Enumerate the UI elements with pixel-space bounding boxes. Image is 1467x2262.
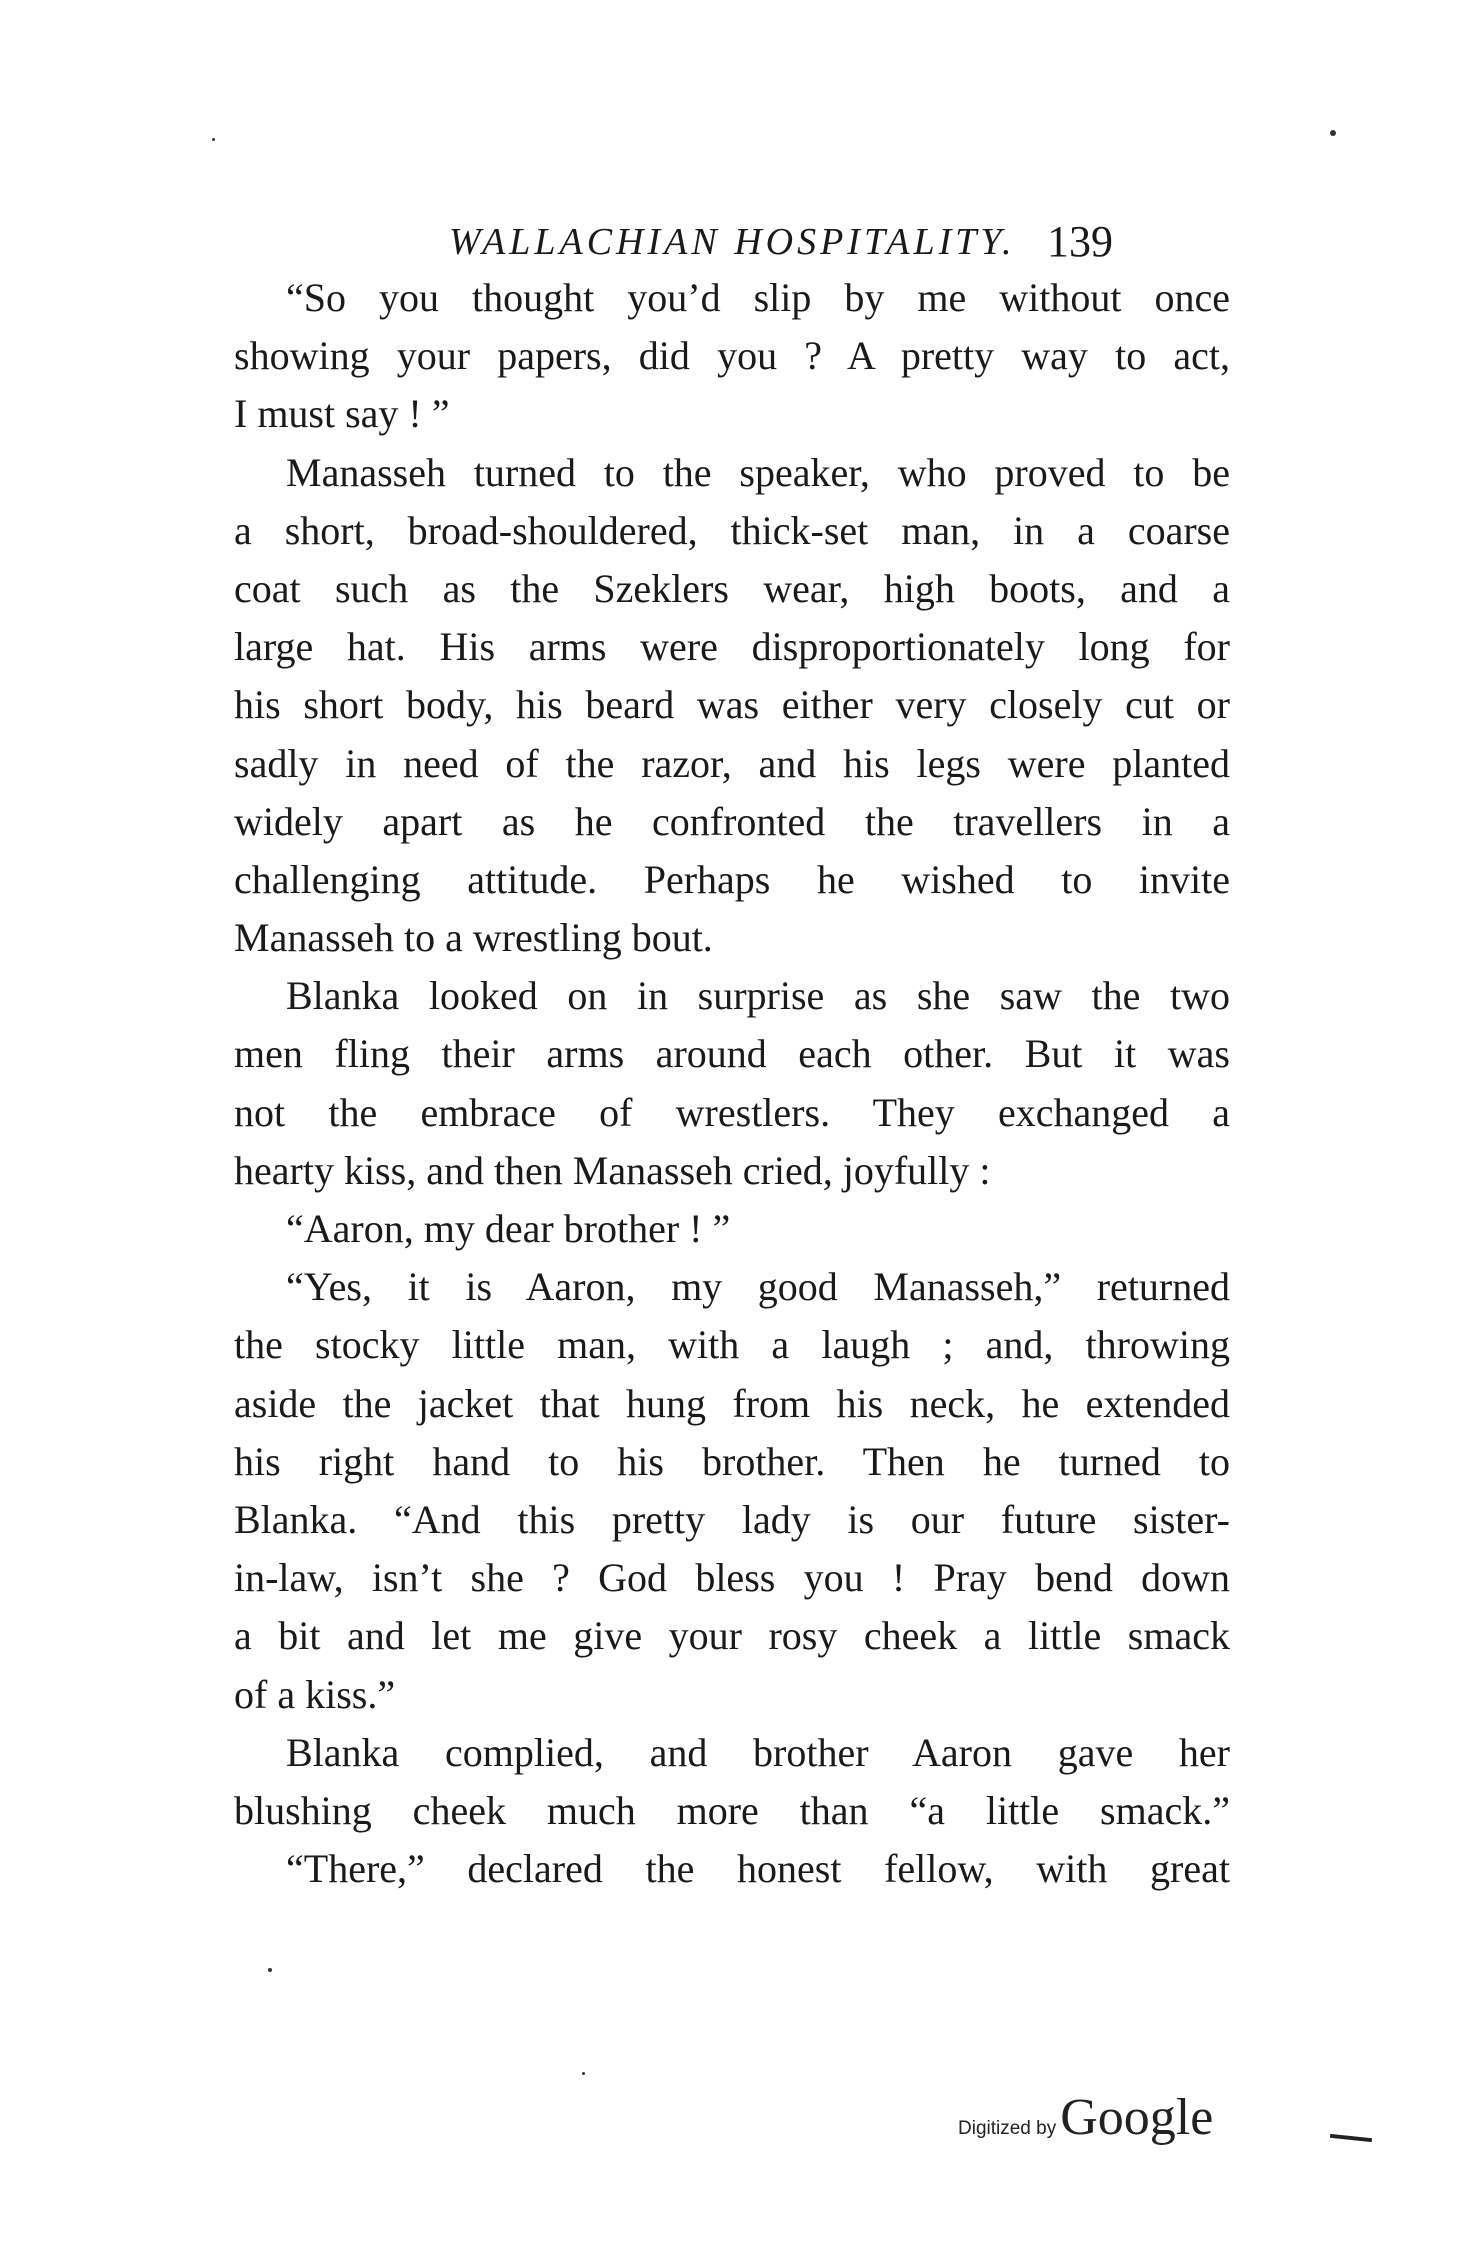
- text-line: in-law, isn’t she ? God bless you ! Pray bend down: [234, 1555, 1230, 1601]
- text-line: “There,” declared the honest fellow, with great: [286, 1846, 1230, 1892]
- text-line: his short body, his beard was either very closely cut or: [234, 682, 1230, 728]
- text-line: Blanka complied, and brother Aaron gave her: [286, 1729, 1230, 1775]
- ink-speck: [212, 138, 215, 141]
- text-line: blushing cheek much more than “a little smack.”: [234, 1787, 1230, 1833]
- ink-speck: [268, 1968, 272, 1972]
- text-line: Blanka. “And this pretty lady is our future sister-: [234, 1496, 1230, 1542]
- text-line: challenging attitude. Perhaps he wished to invite: [234, 856, 1230, 902]
- text-line: widely apart as he confronted the travellers in a: [234, 798, 1230, 844]
- text-line: a short, broad-shouldered, thick-set man, in a coarse: [234, 507, 1230, 553]
- text-line: not the embrace of wrestlers. They exchanged a: [234, 1089, 1230, 1135]
- page-number: 139: [1047, 217, 1113, 266]
- text-line: “Aaron, my dear brother ! ”: [286, 1206, 731, 1251]
- text-line: Manasseh to a wrestling bout.: [234, 915, 713, 961]
- text-line: “So you thought you’d slip by me without once: [286, 275, 1230, 320]
- ink-dash-mark: [1330, 2134, 1372, 2142]
- google-logo: Google: [1060, 2089, 1214, 2146]
- text-line: showing your papers, did you ? A pretty way to act,: [234, 333, 1230, 379]
- running-title: WALLACHIAN HOSPITALITY.: [449, 221, 1016, 263]
- body-text: [234, 269, 1230, 1898]
- digitized-by-google-watermark: [958, 2088, 1213, 2148]
- text-line: hearty kiss, and then Manasseh cried, joyfully :: [234, 1147, 991, 1193]
- text-line: I must say ! ”: [234, 391, 450, 437]
- running-head: [235, 212, 1235, 272]
- text-line: the stocky little man, with a laugh ; and, throwing: [234, 1322, 1230, 1368]
- text-line: his right hand to his brother. Then he turned to: [234, 1438, 1230, 1484]
- text-line: men fling their arms around each other. But it was: [234, 1031, 1230, 1077]
- text-line: sadly in need of the razor, and his legs were planted: [234, 740, 1230, 786]
- text-line: of a kiss.”: [234, 1671, 396, 1717]
- text-line: large hat. His arms were disproportionately long for: [234, 624, 1230, 670]
- ink-speck: [582, 2072, 585, 2075]
- text-line: a bit and let me give your rosy cheek a little smack: [234, 1613, 1230, 1659]
- text-line: “Yes, it is Aaron, my good Manasseh,” returned: [286, 1264, 1230, 1310]
- watermark-prefix: Digitized by: [958, 2118, 1057, 2139]
- text-line: Blanka looked on in surprise as she saw the two: [286, 973, 1230, 1019]
- ink-speck: [1330, 130, 1336, 136]
- text-line: Manasseh turned to the speaker, who proved to be: [286, 449, 1230, 495]
- text-line: coat such as the Szeklers wear, high boots, and a: [234, 565, 1230, 611]
- text-line: aside the jacket that hung from his neck, he extended: [234, 1380, 1230, 1426]
